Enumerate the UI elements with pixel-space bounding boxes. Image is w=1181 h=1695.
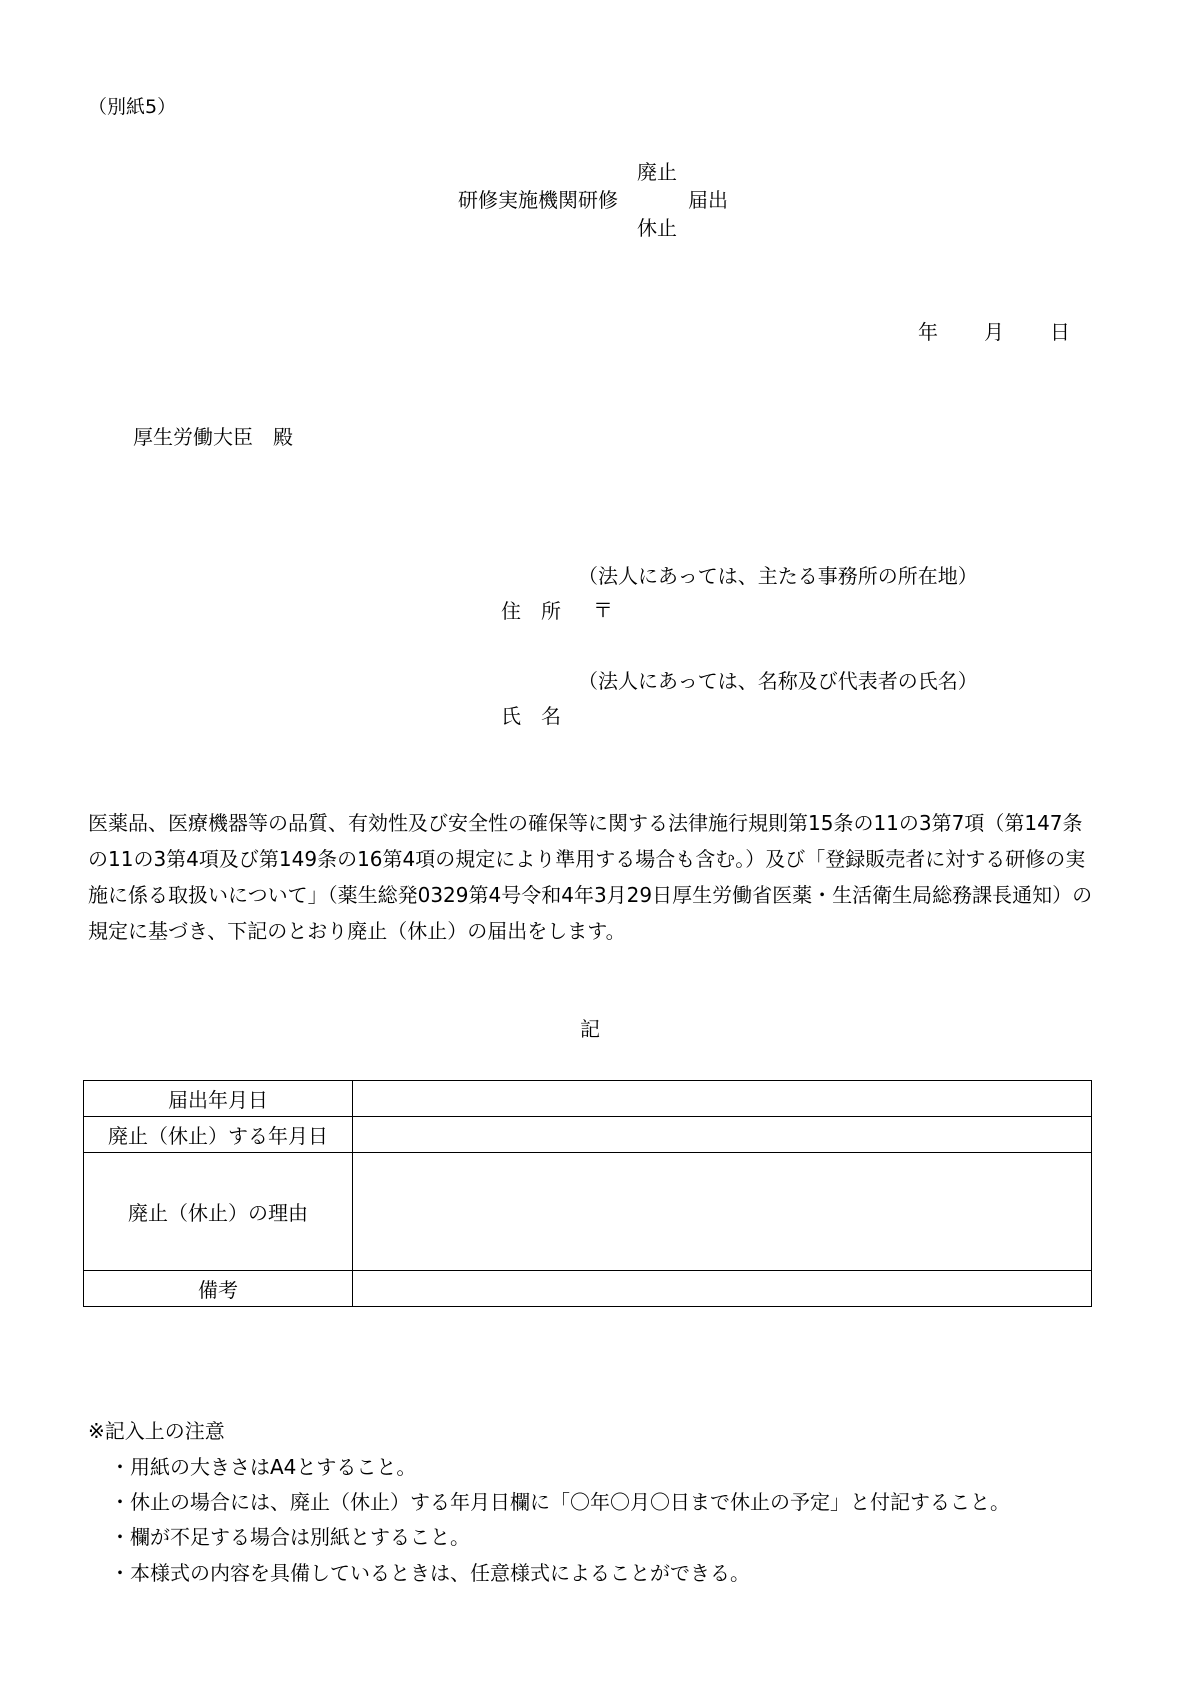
form-row-abolish-date (84, 1117, 1092, 1153)
title-option-abolish: 廃止 (637, 160, 677, 184)
title-notification: 届出 (688, 188, 728, 212)
form-value-field[interactable] (353, 1153, 1092, 1271)
notes-heading: ※記入上の注意 (88, 1419, 225, 1443)
annex-label: （別紙5） (88, 96, 177, 118)
form-label: 届出年月日 (84, 1081, 353, 1117)
postal-mark: 〒 (593, 598, 613, 622)
form-label: 廃止（休止）する年月日 (84, 1117, 353, 1153)
form-row-notification-date (84, 1081, 1092, 1117)
date-day-label: 日 (1050, 320, 1070, 344)
note-item: ・欄が不足する場合は別紙とすること。 (110, 1525, 470, 1549)
note-item: ・用紙の大きさはA4とすること。 (110, 1455, 417, 1479)
name-note: （法人にあっては、名称及び代表者の氏名） (578, 669, 978, 693)
form-label: 廃止（休止）の理由 (84, 1153, 353, 1271)
body-paragraph: 医薬品、医療機器等の品質、有効性及び安全性の確保等に関する法律施行規則第15条の11の3第7項（第147条の11の3第4項及び第149条の16第4項の規定により準用する場合も含む。）及び「登録販売者に対する研修の実施に係る取扱いについて」（薬生総発0329第4号令和4年3月29日厚生労働省医薬・生活衛生局総務課長通知）の規定に基づき、下記のとおり廃止（休止）の届出をします。 (88, 811, 1093, 943)
title-option-suspend: 休止 (637, 216, 677, 240)
document-title: 研修実施機関研修 (458, 188, 618, 212)
section-heading: 記 (580, 1017, 600, 1041)
note-item: ・本様式の内容を具備しているときは、任意様式によることができる。 (110, 1561, 750, 1585)
form-value-field[interactable] (353, 1271, 1092, 1307)
date-month-label: 月 (984, 320, 1004, 344)
note-item: ・休止の場合には、廃止（休止）する年月日欄に「〇年〇月〇日まで休止の予定」と付記すること。 (110, 1490, 1010, 1514)
date-year-label: 年 (918, 320, 938, 344)
name-label: 氏 名 (501, 704, 561, 728)
form-row-remarks (84, 1271, 1092, 1307)
form-row-reason (84, 1153, 1092, 1271)
notification-form-table (83, 1080, 1092, 1307)
form-value-field[interactable] (353, 1081, 1092, 1117)
form-label: 備考 (84, 1271, 353, 1307)
addressee: 厚生労働大臣 殿 (133, 425, 293, 449)
form-value-field[interactable] (353, 1117, 1092, 1153)
address-label: 住 所 (501, 599, 561, 623)
address-note: （法人にあっては、主たる事務所の所在地） (578, 564, 978, 588)
